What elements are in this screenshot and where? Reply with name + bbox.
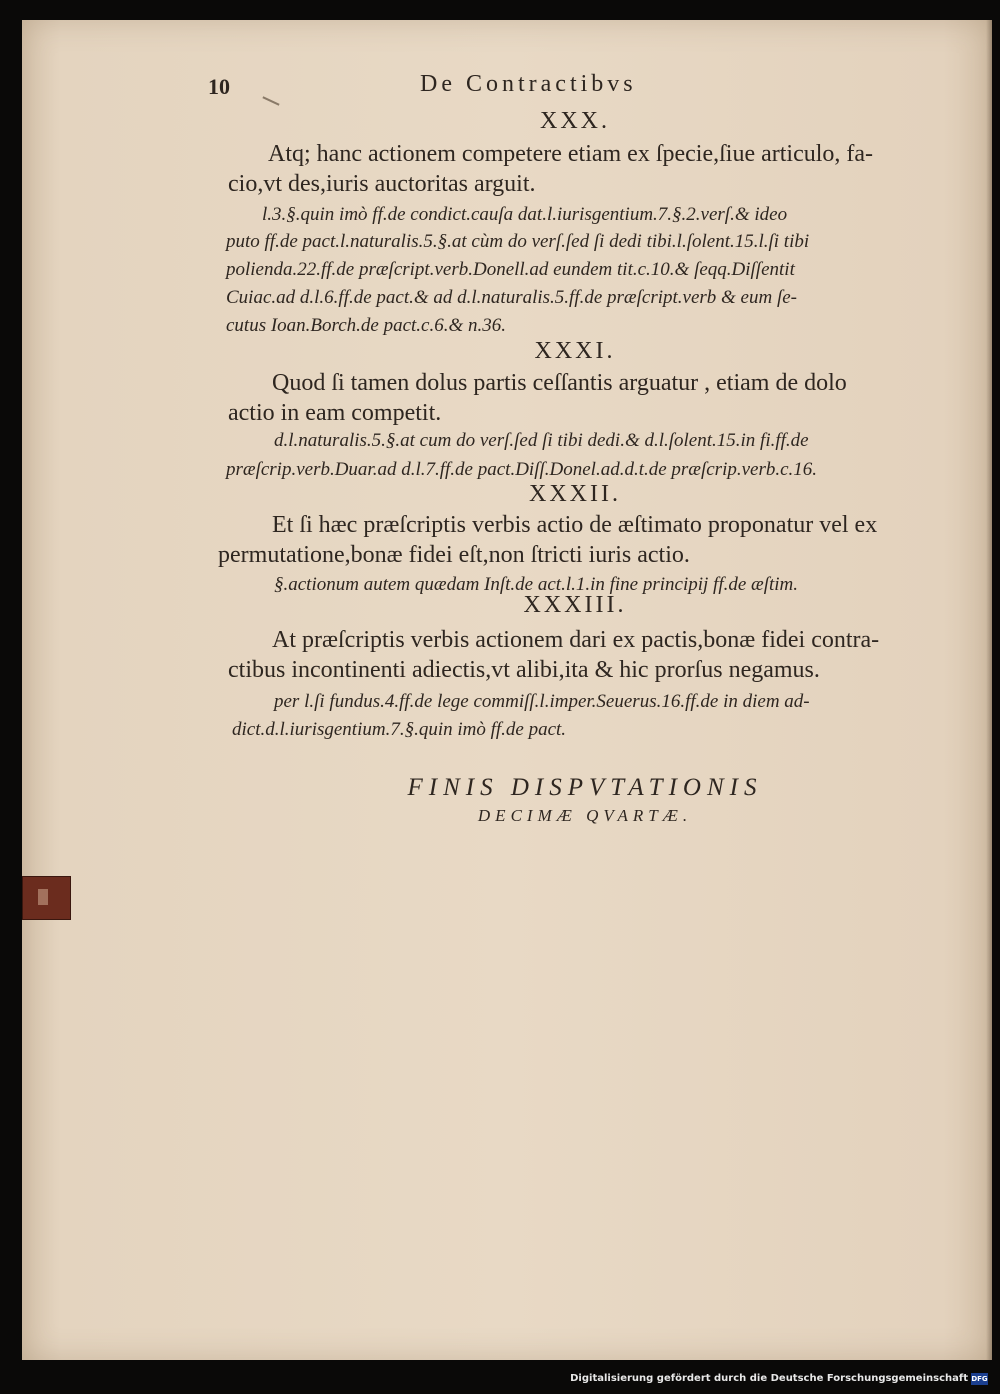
citation-line: cutus Ioan.Borch.de pact.c.6.& n.36. xyxy=(226,315,507,336)
section-numeral: XXXII. xyxy=(529,481,621,507)
body-line: At præſcriptis verbis actionem dari ex pactis,bonæ fidei contra- xyxy=(272,627,880,653)
citation-line: per l.ſi fundus.4.ff.de lege commiſſ.l.imper.Seuerus.16.ff.de in diem ad- xyxy=(274,691,810,712)
citation-line: polienda.22.ff.de præſcript.verb.Donell.ad eundem tit.c.10.& ſeqq.Diſſentit xyxy=(226,259,795,280)
dfg-logo: DFG xyxy=(971,1375,988,1383)
section-numeral: XXX. xyxy=(540,108,610,134)
citation-line: Cuiac.ad d.l.6.ff.de pact.& ad d.l.naturalis.5.ff.de præſcript.verb & eum ſe- xyxy=(226,287,798,308)
body-line: actio in eam competit. xyxy=(228,400,442,426)
body-line: permutatione,bonæ fidei eſt,non ſtricti iuris actio. xyxy=(218,542,690,568)
citation-line: præſcrip.verb.Duar.ad d.l.7.ff.de pact.Diſſ.Donel.ad.d.t.de præſcrip.verb.c.16. xyxy=(226,459,818,480)
body-line: Atq; hanc actionem competere etiam ex ſpecie,ſiue articulo, fa- xyxy=(268,141,874,167)
citation-line: §.actionum autem quædam Inſt.de act.l.1.in fine principij ff.de æſtim. xyxy=(274,574,799,595)
citation-line: puto ff.de pact.l.naturalis.5.§.at cùm do verſ.ſed ſi dedi tibi.l.ſolent.15.l.ſi tibi xyxy=(226,231,810,252)
body-line: cio,vt des,iuris auctoritas arguit. xyxy=(228,171,536,197)
finis-subline: DECIMÆ QVARTÆ. xyxy=(477,806,693,825)
finis-line: FINIS DISPVTATIONIS xyxy=(407,774,763,801)
body-line: Quod ſi tamen dolus partis ceſſantis arguatur , etiam de dolo xyxy=(272,370,847,396)
section-numeral: XXXI. xyxy=(534,338,616,364)
funding-note: Digitalisierung gefördert durch die Deutsche Forschungsgemeinschaft xyxy=(570,1373,968,1384)
citation-line: l.3.§.quin imò ff.de condict.cauſa dat.l.iurisgentium.7.§.2.verſ.& ideo xyxy=(262,204,788,225)
citation-line: dict.d.l.iurisgentium.7.§.quin imò ff.de pact. xyxy=(232,719,567,740)
section-numeral: XXXIII. xyxy=(523,592,627,618)
page-number: 10 xyxy=(208,74,230,99)
citation-line: d.l.naturalis.5.§.at cum do verſ.ſed ſi tibi dedi.& d.l.ſolent.15.in fi.ff.de xyxy=(274,430,809,451)
running-head: De Contractibvs xyxy=(420,71,637,97)
body-line: Et ſi hæc præſcriptis verbis actio de æſtimato proponatur vel ex xyxy=(272,512,878,538)
body-line: ctibus incontinenti adiectis,vt alibi,ita & hic prorſus negamus. xyxy=(228,657,820,683)
page-tab-marker xyxy=(22,876,71,920)
